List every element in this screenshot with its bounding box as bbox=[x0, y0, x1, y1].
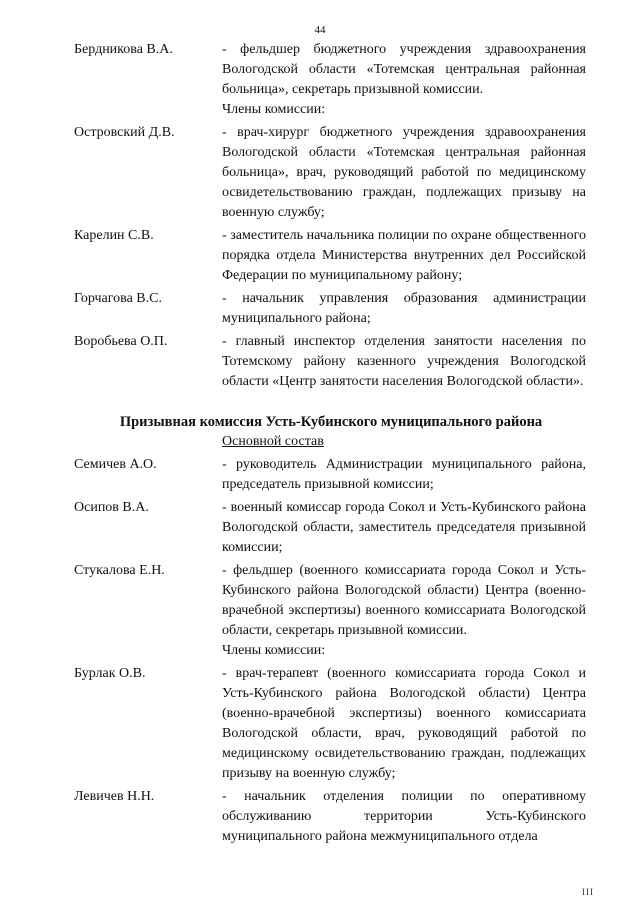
corner-mark: III bbox=[582, 887, 594, 897]
person-name: Островский Д.В. bbox=[74, 125, 175, 140]
person-description: - врач-хирург бюджетного учреждения здравоохранения Вологодской области «Тотемская центральная районная больница», врач, руководящий работой по медицинскому освидетельствованию граждан, подлежащих призыву на военную службу; bbox=[222, 125, 586, 220]
section-title: Призывная комиссия Усть-Кубинского муниципального района bbox=[119, 414, 543, 430]
entry-stukalova bbox=[0, 561, 640, 641]
person-description: - заместитель начальника полиции по охране общественного порядка отдела Министерства внутренних дел Российской Федерации по муниципальному району; bbox=[222, 228, 586, 283]
page-number: 44 bbox=[314, 24, 326, 36]
document-body bbox=[0, 40, 640, 847]
person-description: - руководитель Администрации муниципального района, председатель призывной комиссии; bbox=[222, 457, 586, 492]
entry-karelin bbox=[0, 226, 640, 286]
person-name: Осипов В.А. bbox=[74, 500, 149, 515]
person-name: Бердникова В.А. bbox=[74, 42, 173, 57]
entry-osipov bbox=[0, 498, 640, 558]
person-description: - военный комиссар города Сокол и Усть-Кубинского района Вологодской области, заместитель председателя призывной комиссии; bbox=[222, 500, 586, 555]
person-name: Горчагова В.С. bbox=[74, 291, 162, 306]
person-name: Воробьева О.П. bbox=[74, 334, 168, 349]
person-description: - главный инспектор отделения занятости населения по Тотемскому району казенного учреждения Вологодской области «Центр занятости населения Вологодской области». bbox=[222, 334, 586, 389]
members-label: Члены комиссии: bbox=[222, 643, 326, 658]
person-name: Карелин С.В. bbox=[74, 228, 154, 243]
entry-ostrovsky bbox=[0, 123, 640, 223]
person-description: - фельдшер (военного комиссариата города Сокол и Усть-Кубинского района Вологодской области) Центра (военно-врачебной экспертизы) военного комиссариата Вологодской области, секретарь призывной комиссии. bbox=[222, 563, 586, 638]
entry-levichev bbox=[0, 787, 640, 847]
entry-gorchagova bbox=[0, 289, 640, 329]
entry-vorobyeva bbox=[0, 332, 640, 392]
person-description: - врач-терапевт (военного комиссариата города Сокол и Усть-Кубинского района Вологодской области) Центра (военно-врачебной экспертизы) военного комиссариата Вологодской области, врач, руководящий работой по медицинскому освидетельствованию граждан, подлежащих призыву на военную службу; bbox=[222, 666, 586, 781]
main-composition-label: Основной состав bbox=[222, 434, 324, 449]
person-name: Левичев Н.Н. bbox=[74, 789, 155, 804]
person-description: - фельдшер бюджетного учреждения здравоохранения Вологодской области «Тотемская центральная районная больница», секретарь призывной комиссии. bbox=[222, 42, 586, 97]
person-name: Стукалова Е.Н. bbox=[74, 563, 165, 578]
entry-semichev bbox=[0, 455, 640, 495]
person-name: Семичев А.О. bbox=[74, 457, 157, 472]
person-name: Бурлак О.В. bbox=[74, 666, 146, 681]
entry-burlak bbox=[0, 664, 640, 784]
person-description: - начальник отделения полиции по оперативному обслуживанию территории Усть-Кубинского муниципального района межмуниципального отдела bbox=[222, 789, 586, 844]
entry-berdnikova bbox=[0, 40, 640, 100]
members-label: Члены комиссии: bbox=[222, 102, 326, 117]
person-description: - начальник управления образования администрации муниципального района; bbox=[222, 291, 586, 326]
